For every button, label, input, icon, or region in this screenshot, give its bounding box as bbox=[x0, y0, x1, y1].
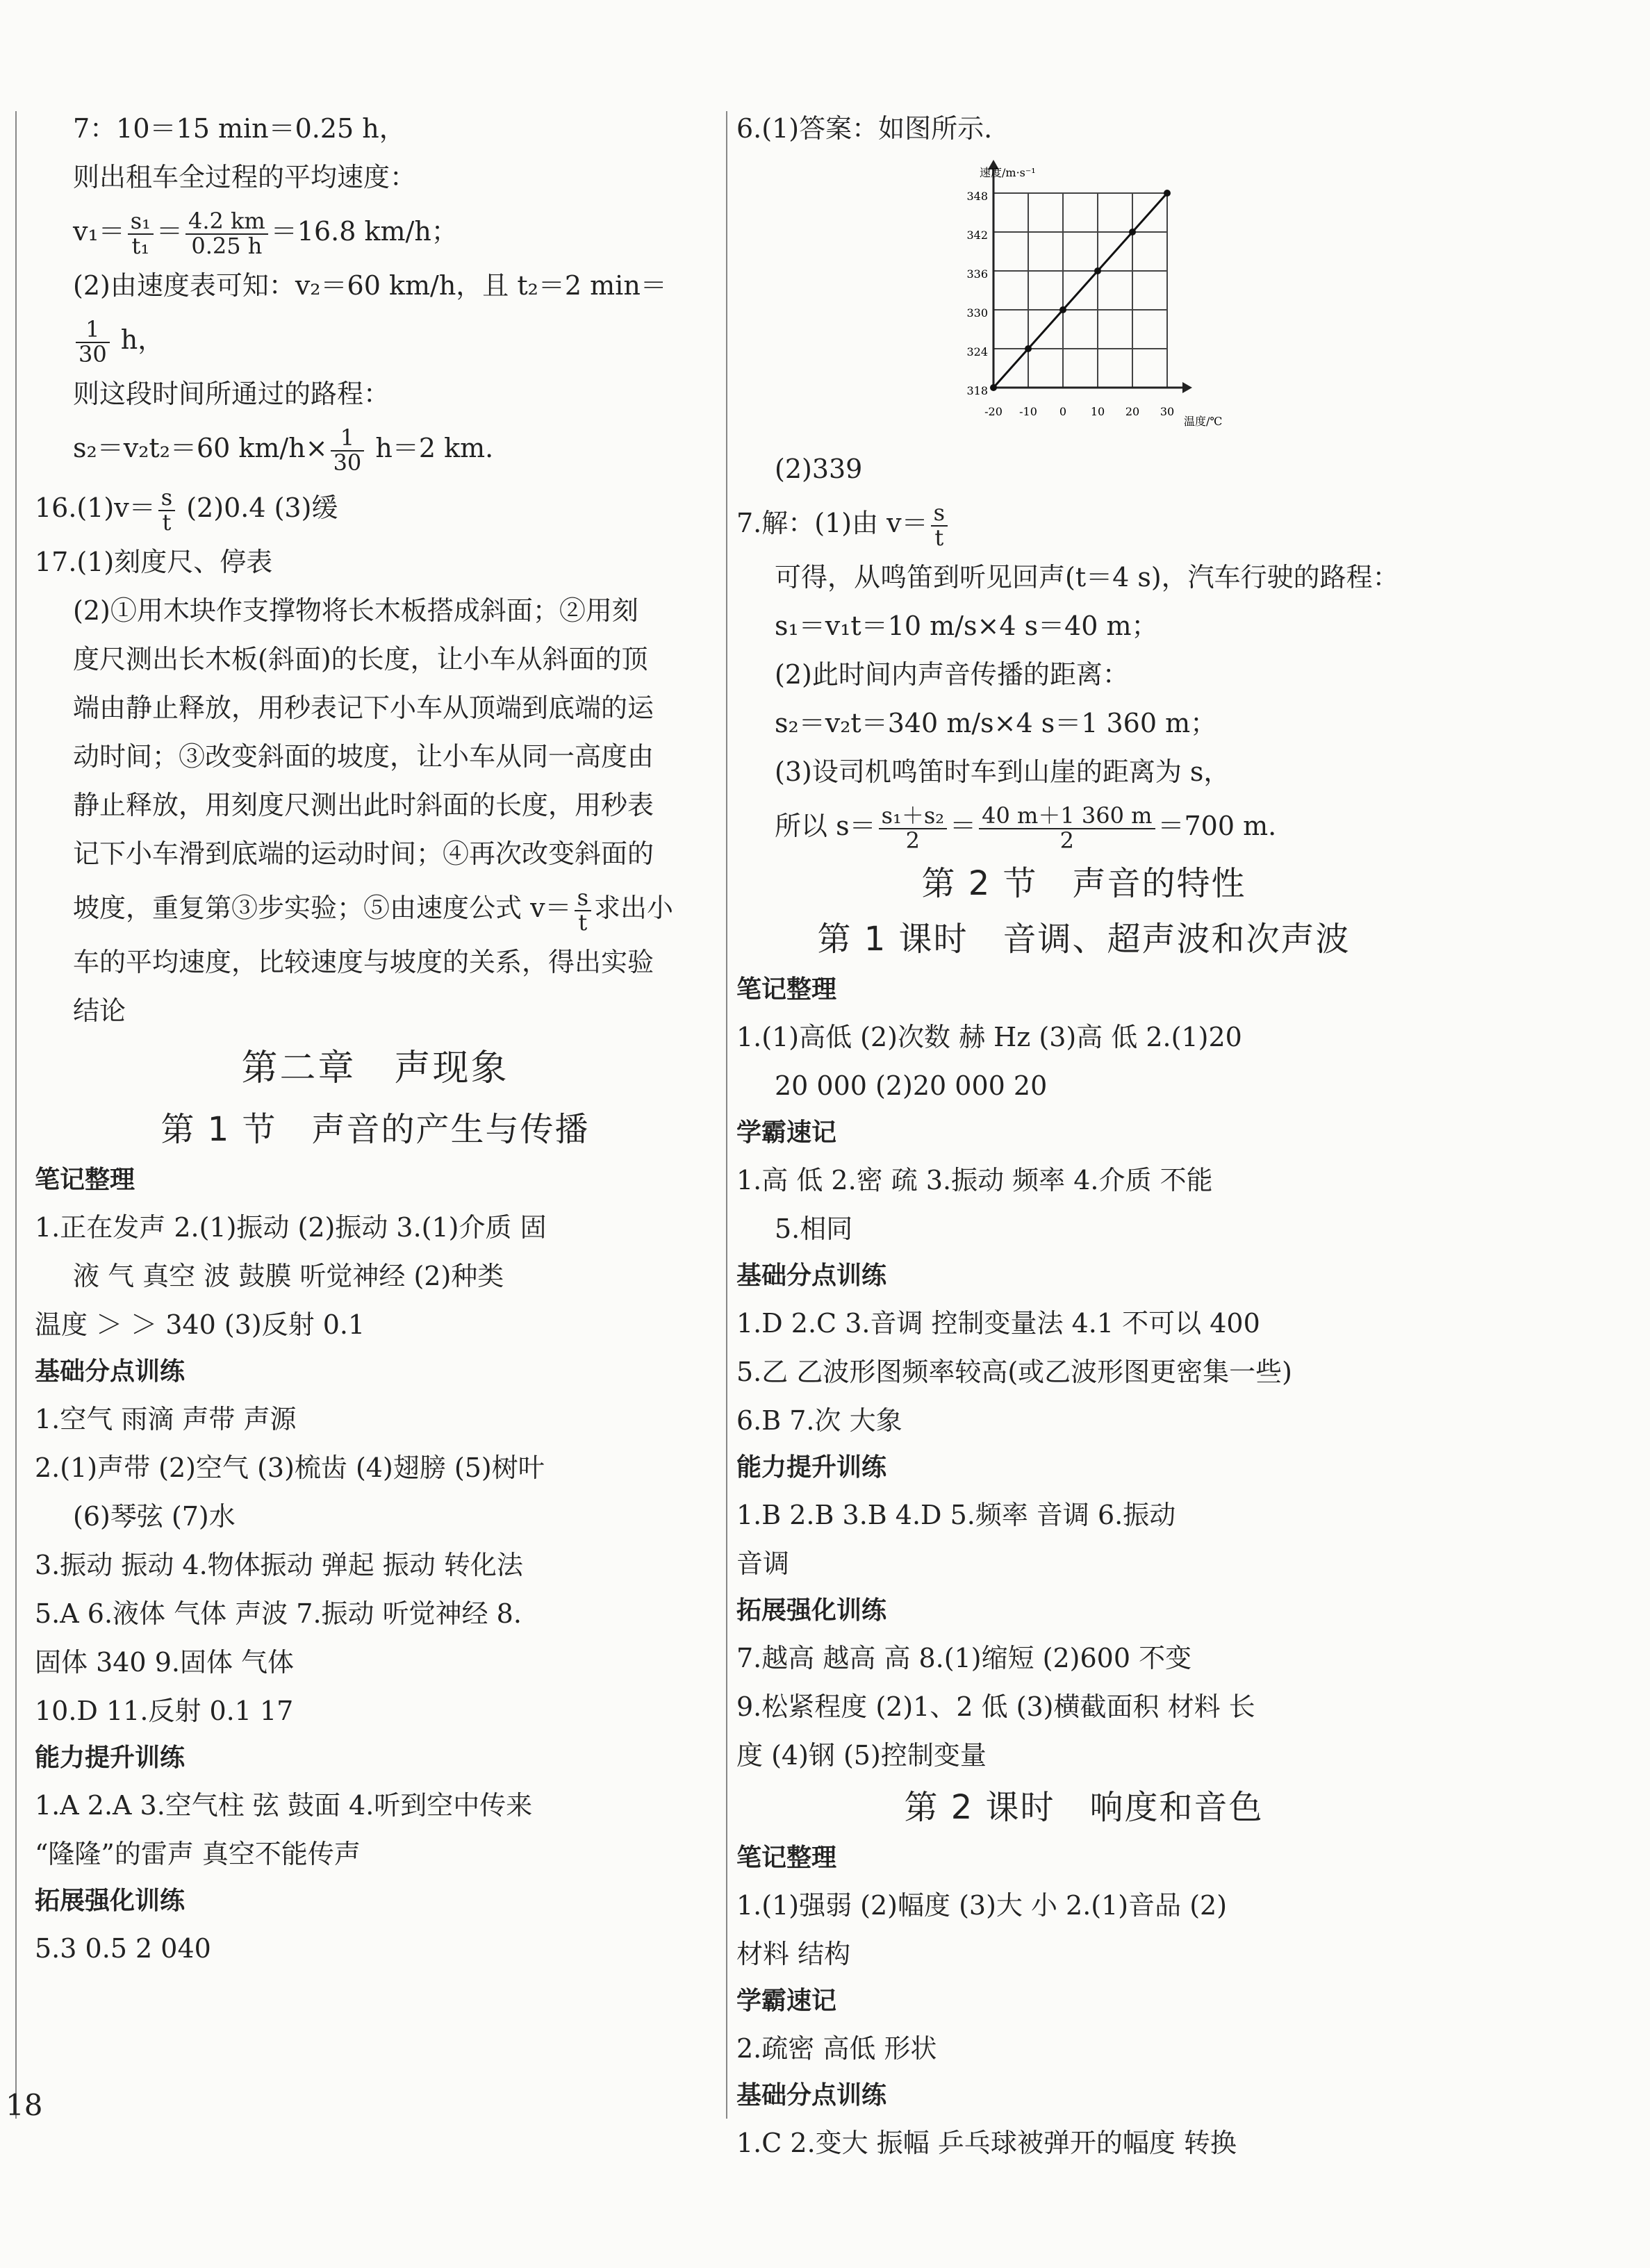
answer-line: 5.乙 乙波形图频率较高(或乙波形图更密集一些) bbox=[736, 1357, 1292, 1387]
answer-line: 2.(1)声带 (2)空气 (3)梳齿 (4)翅膀 (5)树叶 bbox=[35, 1452, 545, 1483]
question-16: 16.(1)v＝ $\frac{s}{t}$ (2)0.4 (3)缓 bbox=[35, 483, 338, 536]
section-block bbox=[35, 1157, 716, 1349]
answer-line: “隆隆”的雷声 真空不能传声 bbox=[35, 1839, 361, 1869]
x-axis-arrow bbox=[1182, 382, 1192, 393]
chart-container bbox=[736, 153, 1431, 445]
data-point bbox=[1164, 190, 1171, 197]
section-block bbox=[35, 1735, 716, 1878]
column-divider bbox=[726, 111, 727, 2119]
q7-formula-line: 所以 s＝ $\frac{\text{s₁＋s₂}}{2}$ ＝ $\frac{40 m+1 360 m}{2}$ ＝700 m. bbox=[775, 802, 1277, 854]
q17-line: 结论 bbox=[73, 995, 126, 1026]
section-block bbox=[736, 1588, 1431, 1780]
right-column bbox=[736, 104, 1431, 2167]
q7-line: (3)设司机鸣笛时车到山崖的距离为 s， bbox=[775, 756, 1230, 787]
q17-line: 车的平均速度，比较速度与坡度的关系，得出实验 bbox=[73, 947, 654, 977]
section-block bbox=[35, 1878, 716, 1973]
answer-line: 1.B 2.B 3.B 4.D 5.频率 音调 6.振动 bbox=[736, 1500, 1176, 1530]
text-line: 7：10＝15 min＝0.25 h， bbox=[73, 113, 406, 144]
q17-line: (2)①用木块作支撑物将长木板搭成斜面；②用刻 bbox=[73, 595, 638, 626]
y-tick-label: 318 bbox=[966, 384, 988, 397]
answer-line: 3.振动 振动 4.物体振动 弹起 振动 转化法 bbox=[35, 1550, 523, 1580]
answer-line: 音调 bbox=[736, 1548, 790, 1579]
block-heading: 基础分点训练 bbox=[736, 2081, 887, 2110]
formula-line: v₁＝ $\frac{\text{s₁}}{\text{t₁}}$ ＝ $\frac{4.2 km}{0.25 h}$ ＝16.8 km/h； bbox=[73, 207, 458, 259]
chart-ylabel: 速度/m·s⁻¹ bbox=[980, 166, 1036, 179]
section-block bbox=[736, 967, 1431, 1110]
q7-line: s₁＝v₁t＝10 m/s×4 s＝40 m； bbox=[775, 611, 1158, 641]
q17-line: 记下小车滑到底端的运动时间；④再次改变斜面的 bbox=[73, 838, 654, 869]
block-heading: 拓展强化训练 bbox=[736, 1596, 887, 1625]
answer-line: 5.相同 bbox=[775, 1214, 853, 1244]
text-line: 则这段时间所通过的路程： bbox=[73, 379, 390, 409]
answer-line: 10.D 11.反射 0.1 17 bbox=[35, 1696, 294, 1726]
question-6: 6.(1)答案：如图所示. bbox=[736, 113, 993, 144]
y-tick-label: 330 bbox=[966, 306, 988, 320]
q17-line: 端由静止释放，用秒表记下小车从顶端到底端的运 bbox=[73, 693, 654, 723]
block-heading: 基础分点训练 bbox=[736, 1261, 887, 1290]
answer-line: 1.高 低 2.密 疏 3.振动 频率 4.介质 不能 bbox=[736, 1165, 1213, 1195]
chapter-title: 第二章 声现象 bbox=[241, 1048, 509, 1089]
q7-line: 可得，从鸣笛到听见回声(t＝4 s)，汽车行驶的路程： bbox=[775, 562, 1399, 593]
block-heading: 能力提升训练 bbox=[736, 1453, 887, 1482]
x-tick-label: -10 bbox=[1019, 405, 1037, 418]
question-7: 7.解：(1)由 v＝ $\frac{s}{t}$ bbox=[736, 493, 1431, 553]
fraction: $\frac{1}{30}$ bbox=[76, 318, 110, 366]
q17-line: 17.(1)刻度尺、停表 bbox=[35, 547, 273, 577]
data-point bbox=[1025, 345, 1032, 352]
fraction: $\frac{\text{s₁}}{\text{t₁}}$ bbox=[128, 210, 154, 258]
page-number: 18 bbox=[6, 2088, 43, 2122]
chart-xlabel: 温度/℃ bbox=[1184, 415, 1223, 428]
speed-temperature-chart bbox=[896, 153, 1285, 438]
x-tick-label: 20 bbox=[1125, 405, 1140, 418]
text-line: (2)由速度表可知：v₂＝60 km/h，且 t₂＝2 min＝ bbox=[73, 270, 667, 301]
block-heading: 笔记整理 bbox=[736, 1844, 837, 1872]
answer-line: (6)琴弦 (7)水 bbox=[73, 1501, 236, 1532]
q7-line: (2)此时间内声音传播的距离： bbox=[775, 659, 1129, 690]
block-heading: 笔记整理 bbox=[736, 975, 837, 1004]
answer-line: 材料 结构 bbox=[736, 1939, 851, 1969]
answer-line: 5.A 6.液体 气体 声波 7.振动 听觉神经 8. bbox=[35, 1598, 522, 1629]
answer-line: 20 000 (2)20 000 20 bbox=[775, 1070, 1048, 1101]
left-column bbox=[35, 104, 716, 1973]
section-block bbox=[35, 1349, 716, 1735]
y-tick-label: 348 bbox=[966, 190, 988, 203]
y-tick-label: 324 bbox=[966, 345, 988, 358]
section-block bbox=[736, 1110, 1431, 1253]
answer-line: 1.A 2.A 3.空气柱 弦 鼓面 4.听到空中传来 bbox=[35, 1790, 533, 1821]
section-block bbox=[736, 2073, 1431, 2167]
q17-line: 度尺测出长木板(斜面)的长度，让小车从斜面的顶 bbox=[73, 644, 648, 674]
answer-line: 2.疏密 高低 形状 bbox=[736, 2033, 937, 2064]
data-point bbox=[1094, 267, 1101, 274]
section-block bbox=[736, 1835, 1431, 1978]
fraction: $\frac{4.2 km}{0.25 h}$ bbox=[185, 210, 268, 258]
fraction: $\frac{40 m+1 360 m}{2}$ bbox=[979, 804, 1155, 852]
data-point bbox=[1129, 229, 1136, 235]
answer-line: 5.3 0.5 2 040 bbox=[35, 1933, 211, 1964]
fraction: $\frac{\text{s₁＋s₂}}{2}$ bbox=[879, 804, 948, 852]
section-title: 第 2 节 声音的特性 bbox=[921, 864, 1246, 903]
answer-line: 度 (4)钢 (5)控制变量 bbox=[736, 1740, 987, 1771]
answer-line: 1.C 2.变大 振幅 乒乓球被弹开的幅度 转换 bbox=[736, 2128, 1237, 2158]
x-tick-label: 0 bbox=[1059, 405, 1067, 418]
block-heading: 学霸速记 bbox=[736, 1118, 837, 1147]
fraction: $\frac{s}{t}$ bbox=[575, 886, 591, 934]
q7-line: s₂＝v₂t＝340 m/s×4 s＝1 360 m； bbox=[775, 708, 1217, 738]
answer-line: 1.D 2.C 3.音调 控制变量法 4.1 不可以 400 bbox=[736, 1308, 1260, 1339]
block-heading: 笔记整理 bbox=[35, 1166, 135, 1194]
block-heading: 能力提升训练 bbox=[35, 1744, 185, 1772]
block-heading: 学霸速记 bbox=[736, 1987, 837, 2015]
answer-line: 液 气 真空 波 鼓膜 听觉神经 (2)种类 bbox=[73, 1261, 504, 1291]
formula-line: s₂＝v₂t₂＝60 km/h× $\frac{1}{30}$ h＝2 km. bbox=[73, 424, 494, 476]
answer-line: (2)339 bbox=[775, 454, 863, 484]
formula-line: $\frac{1}{30}$ h， bbox=[35, 310, 716, 370]
y-tick-label: 342 bbox=[966, 229, 988, 242]
series-line bbox=[993, 193, 1167, 388]
x-tick-label: 30 bbox=[1160, 405, 1175, 418]
section-block bbox=[736, 1445, 1431, 1588]
y-tick-label: 336 bbox=[966, 267, 988, 281]
answer-line: 1.(1)高低 (2)次数 赫 Hz (3)高 低 2.(1)20 bbox=[736, 1022, 1242, 1052]
x-tick-label: 10 bbox=[1090, 405, 1105, 418]
fraction: $\frac{s}{t}$ bbox=[931, 502, 948, 549]
answer-line: 9.松紧程度 (2)1、2 低 (3)横截面积 材料 长 bbox=[736, 1691, 1255, 1722]
chart-marks bbox=[990, 190, 1171, 391]
data-point bbox=[990, 384, 997, 391]
block-heading: 基础分点训练 bbox=[35, 1357, 185, 1386]
x-tick-label: -20 bbox=[984, 405, 1003, 418]
q17-line: 动时间；③改变斜面的坡度，让小车从同一高度由 bbox=[73, 741, 654, 772]
section-block bbox=[736, 1978, 1431, 2073]
answer-line: 固体 340 9.固体 气体 bbox=[35, 1647, 295, 1678]
text-line: 则出租车全过程的平均速度： bbox=[73, 162, 417, 192]
answer-line: 1.(1)强弱 (2)幅度 (3)大 小 2.(1)音品 (2) bbox=[736, 1890, 1228, 1921]
answer-line: 6.B 7.次 大象 bbox=[736, 1405, 902, 1436]
left-margin-line bbox=[15, 111, 17, 2119]
answer-line: 7.越高 越高 高 8.(1)缩短 (2)600 不变 bbox=[736, 1643, 1192, 1673]
lesson-title: 第 1 课时 音调、超声波和次声波 bbox=[817, 920, 1351, 959]
section-title: 第 1 节 声音的产生与传播 bbox=[160, 1110, 590, 1149]
fraction: $\frac{s}{t}$ bbox=[158, 486, 175, 534]
section-block bbox=[736, 1253, 1431, 1445]
lesson-title: 第 2 课时 响度和音色 bbox=[904, 1788, 1264, 1827]
q17-formula-line: 坡度，重复第③步实验；⑤由速度公式 v＝ $\frac{s}{t}$ 求出小 bbox=[73, 884, 673, 936]
data-point bbox=[1059, 306, 1066, 313]
fraction: $\frac{1}{30}$ bbox=[331, 427, 365, 474]
answer-line: 温度 ＞ ＞ 340 (3)反射 0.1 bbox=[35, 1309, 365, 1340]
block-heading: 拓展强化训练 bbox=[35, 1887, 185, 1915]
q17-line: 静止释放，用刻度尺测出此时斜面的长度，用秒表 bbox=[73, 790, 654, 820]
answer-line: 1.正在发声 2.(1)振动 (2)振动 3.(1)介质 固 bbox=[35, 1212, 547, 1243]
answer-line: 1.空气 雨滴 声带 声源 bbox=[35, 1404, 297, 1434]
